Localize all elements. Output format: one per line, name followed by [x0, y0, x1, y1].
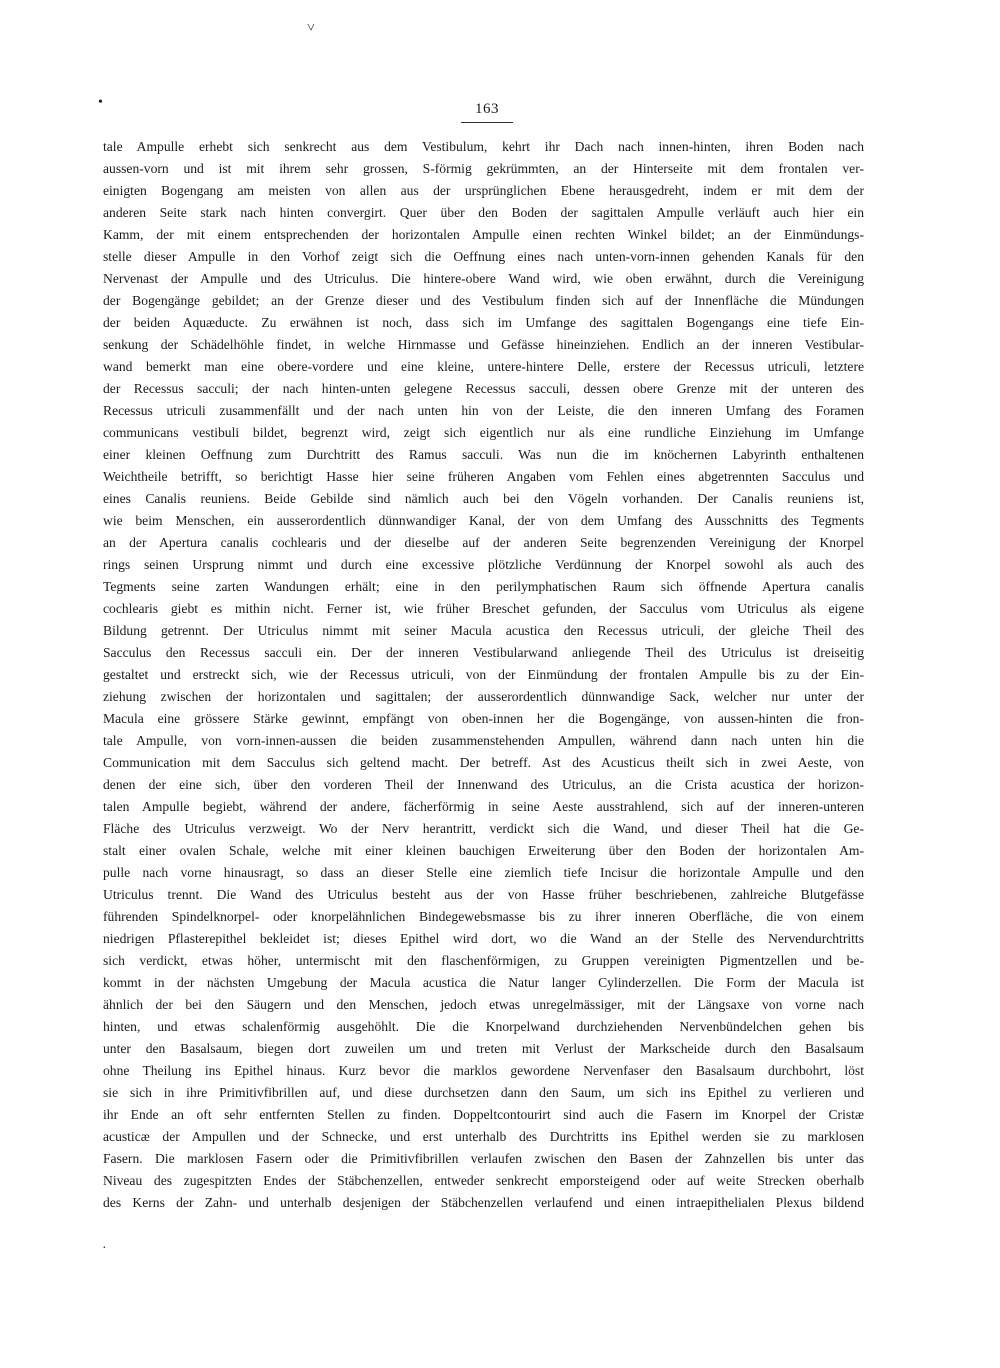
- text-line: ziehung zwischen der horizontalen und sagittalen; der ausserordentlich dünnwandige Sack, welcher nur unter der: [103, 689, 864, 704]
- body-text: [103, 136, 864, 1214]
- text-line: anderen Seite stark nach hinten convergirt. Quer über den Boden der sagittalen Ampulle verläuft auch hier ein: [103, 205, 864, 220]
- text-line: wand bemerkt man eine obere-vordere und eine kleine, untere-hintere Delle, erstere der Recessus utriculi, letztere: [103, 359, 864, 374]
- text-line: Recessus utriculi zusammenfällt und der nach unten hin von der Leiste, die den inneren Umfang des Foramen: [103, 403, 864, 418]
- text-line: Nervenast der Ampulle und des Utriculus. Die hintere-obere Wand wird, wie oben erwähnt, durch die Vereinigung: [103, 271, 864, 286]
- text-line: Bildung getrennt. Der Utriculus nimmt mit seiner Macula acustica den Recessus utriculi, der gleiche Theil des: [103, 623, 864, 638]
- text-line: Sacculus den Recessus sacculi ein. Der der inneren Vestibularwand anliegende Theil des Utriculus ist dreiseitig: [103, 645, 864, 660]
- text-line: talen Ampulle begiebt, während der andere, fächerförmig in seine Aeste ausstrahlend, sich auf der inneren-unteren: [103, 799, 864, 814]
- text-line: niedrigen Pflasterepithel bekleidet ist; dieses Epithel wird dort, wo die Wand an der Stelle des Nervendurchtritts: [103, 931, 864, 946]
- print-speck: •: [98, 95, 103, 110]
- text-line: wie beim Menschen, ein ausserordentlich dünnwandiger Kanal, der von dem Umfang des Ausschnitts des Tegments: [103, 513, 864, 528]
- text-line: rings seinen Ursprung nimmt und durch eine excessive plötzliche Verdünnung der Knorpel sowohl als auch des: [103, 557, 864, 572]
- text-line: Communication mit dem Sacculus sich geltend macht. Der betreff. Ast des Acusticus theilt sich in zwei Aeste, von: [103, 755, 864, 770]
- text-line: ähnlich der bei den Säugern und den Menschen, jedoch etwas unregelmässiger, mit der Längsaxe von vorne nach: [103, 997, 864, 1012]
- text-line: ihr Ende an oft sehr entfernten Stellen zu finden. Doppeltcontourirt sind auch die Fasern im Knorpel der Cristæ: [103, 1107, 864, 1122]
- page-number: 163: [475, 101, 499, 117]
- text-line: einigten Bogengang am meisten von allen aus der ursprünglichen Ebene herausgedreht, indem er mit dem der: [103, 183, 864, 198]
- text-line: Niveau des zugespitzten Endes der Stäbchenzellen, entweder senkrecht emporsteigend oder auf weite Strecken oberhalb: [103, 1173, 864, 1188]
- text-line: stalt einer ovalen Schale, welche mit einer kleinen bauchigen Erweiterung über den Boden der horizontalen Am-: [103, 843, 864, 858]
- text-line: der Recessus sacculi; der nach hinten-unten gelegene Recessus sacculi, dessen obere Grenze mit der unteren des: [103, 381, 864, 396]
- text-line: der beiden Aquæducte. Zu erwähnen ist noch, dass sich im Umfange des sagittalen Bogengangs eine tiefe Ein-: [103, 315, 864, 330]
- text-line: Utriculus trennt. Die Wand des Utriculus besteht aus der von Hasse früher beschriebenen, zahlreiche Blutgefässe: [103, 887, 864, 902]
- text-line: unter den Basalsaum, biegen dort zuweilen um und treten mit Verlust der Markscheide durch den Basalsaum: [103, 1041, 864, 1056]
- text-line: eines Canalis reuniens. Beide Gebilde sind nämlich auch bei den Vögeln vorhanden. Der Canalis reuniens ist,: [103, 491, 864, 506]
- text-line: Fasern. Die marklosen Fasern oder die Primitivfibrillen verlaufen zwischen den Basen der Zahnzellen bis unter das: [103, 1151, 864, 1166]
- print-speck: ˅: [307, 21, 315, 36]
- text-line: Kamm, der mit einem entsprechenden der horizontalen Ampulle einen rechten Winkel bildet; an der Einmündungs-: [103, 227, 864, 242]
- text-line: der Bogengänge gebildet; an der Grenze dieser und des Vestibulum finden sich auf der Innenfläche die Mündungen: [103, 293, 864, 308]
- print-speck: ·: [102, 1241, 107, 1256]
- text-line: ohne Theilung ins Epithel hinaus. Kurz bevor die marklos gewordene Nervenfaser den Basalsaum durchbohrt, löst: [103, 1063, 864, 1078]
- text-line: des Kerns der Zahn- und unterhalb desjenigen der Stäbchenzellen verlaufend und einen intraepithelialen Plexus bildend: [103, 1195, 864, 1210]
- text-line: sie sich in ihre Primitivfibrillen auf, und diese durchsetzen dann den Saum, um sich ins Epithel zu verlieren und: [103, 1085, 864, 1100]
- text-line: führenden Spindelknorpel- oder knorpelähnlichen Bindegewebsmasse bis zu ihrer inneren Oberfläche, die von einem: [103, 909, 864, 924]
- text-line: pulle nach vorne hinausragt, so dass an dieser Stelle eine ziemlich tiefe Incisur die horizontale Ampulle und den: [103, 865, 864, 880]
- text-line: denen der eine sich, über den vorderen Theil der Innenwand des Utriculus, an die Crista acustica der horizon-: [103, 777, 864, 792]
- text-line: an der Apertura canalis cochlearis und der dieselbe auf der anderen Seite begrenzenden Vereinigung der Knorpel: [103, 535, 864, 550]
- text-line: hinten, und etwas schalenförmig ausgehöhlt. Die die Knorpelwand durchziehenden Nervenbündelchen gehen bis: [103, 1019, 864, 1034]
- text-line: acusticæ der Ampullen und der Schnecke, und erst unterhalb des Durchtritts ins Epithel werden sie zu marklosen: [103, 1129, 864, 1144]
- text-line: Fläche des Utriculus verzweigt. Wo der Nerv herantritt, verdickt sich die Wand, und dieser Theil hat die Ge-: [103, 821, 864, 836]
- text-line: Tegments seine zarten Wandungen erhält; eine in den perilymphatischen Raum sich öffnende Apertura canalis: [103, 579, 864, 594]
- text-line: einer kleinen Oeffnung zum Durchtritt des Ramus sacculi. Was nun die im knöchernen Labyrinth enthaltenen: [103, 447, 864, 462]
- text-line: cochlearis giebt es mithin nicht. Ferner ist, wie früher Breschet gefunden, der Sacculus vom Utriculus als eigene: [103, 601, 864, 616]
- text-line: sich verdickt, etwas höher, untermischt mit den flaschenförmigen, zu Gruppen vereinigten Pigmentzellen und be-: [103, 953, 864, 968]
- text-line: communicans vestibuli bildet, begrenzt wird, zeigt sich eigentlich nur als eine rundliche Einziehung im Umfange: [103, 425, 864, 440]
- text-line: kommt in der nächsten Umgebung der Macula acustica die Natur langer Cylinderzellen. Die Form der Macula ist: [103, 975, 864, 990]
- text-line: Macula eine grössere Stärke gewinnt, empfängt von oben-innen her die Bogengänge, von aussen-hinten die fron-: [103, 711, 864, 726]
- text-line: senkung der Schädelhöhle findet, in welche Hirnmasse und Gefässe hineinziehen. Endlich an der inneren Vestibular-: [103, 337, 864, 352]
- text-line: tale Ampulle, von vorn-innen-aussen die beiden zusammenstehenden Ampullen, während dann nach unten hin die: [103, 733, 864, 748]
- text-line: Weichtheile betrifft, so berichtigt Hasse hier seine früheren Angaben vom Fehlen eines abgetrennten Sacculus und: [103, 469, 864, 484]
- header-rule: [461, 122, 513, 123]
- text-line: stelle dieser Ampulle in den Vorhof zeigt sich die Oeffnung eines nach unten-vorn-innen gehenden Kanals für den: [103, 249, 864, 264]
- text-line: tale Ampulle erhebt sich senkrecht aus dem Vestibulum, kehrt ihr Dach nach innen-hinten, ihren Boden nach: [103, 139, 864, 154]
- text-line: aussen-vorn und ist mit ihrem sehr grossen, S-förmig gekrümmten, an der Hinterseite mit dem frontalen ver-: [103, 161, 864, 176]
- text-line: gestaltet und erstreckt sich, wie der Recessus utriculi, von der Einmündung der frontalen Ampulle bis zu der Ein-: [103, 667, 864, 682]
